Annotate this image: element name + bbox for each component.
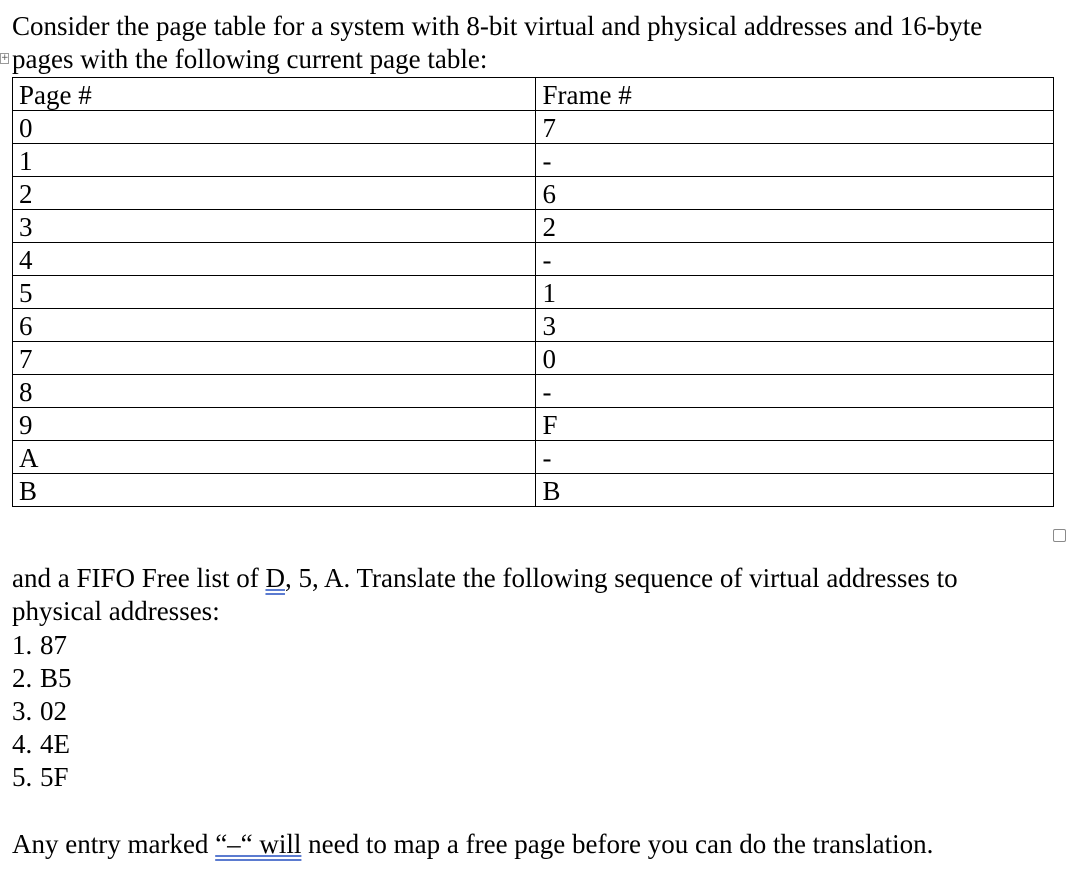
footer-prefix: Any entry marked <box>12 829 216 859</box>
page-table <box>12 77 1054 507</box>
list-item-number: 2. <box>12 663 33 693</box>
free-list-prefix: and a FIFO Free list of <box>12 563 266 593</box>
free-list-flagged-word: D <box>265 563 285 593</box>
footer-note <box>12 828 933 861</box>
frame-number-cell: 3 <box>536 309 1054 342</box>
list-item-number: 3. <box>12 696 33 726</box>
instruction-line-2: physical addresses: <box>12 596 220 626</box>
table-row <box>13 441 1054 474</box>
table-row <box>13 375 1054 408</box>
page-number-cell: 5 <box>13 276 536 309</box>
list-item <box>12 662 72 695</box>
frame-number-cell: F <box>536 408 1054 441</box>
page-number-cell: B <box>13 474 536 507</box>
page-number-cell: 8 <box>13 375 536 408</box>
page-number-cell: 1 <box>13 144 536 177</box>
page-number-cell: 0 <box>13 111 536 144</box>
list-item-number: 5. <box>12 762 33 792</box>
virtual-address: 4E <box>40 729 70 759</box>
page-number-cell: 2 <box>13 177 536 210</box>
virtual-address: B5 <box>40 663 72 693</box>
table-row <box>13 342 1054 375</box>
list-item-number: 1. <box>12 630 33 660</box>
table-row <box>13 474 1054 507</box>
frame-number-cell: - <box>536 441 1054 474</box>
frame-number-cell: - <box>536 144 1054 177</box>
table-row <box>13 210 1054 243</box>
page-number-cell: 4 <box>13 243 536 276</box>
list-item <box>12 761 72 794</box>
virtual-address: 5F <box>40 762 69 792</box>
table-row <box>13 111 1054 144</box>
frame-number-cell: 2 <box>536 210 1054 243</box>
table-row <box>13 276 1054 309</box>
table-resize-handle-icon[interactable] <box>1053 529 1066 542</box>
header-frame: Frame # <box>536 78 1054 111</box>
table-row <box>13 408 1054 441</box>
page-number-cell: 9 <box>13 408 536 441</box>
list-item <box>12 629 72 662</box>
table-row <box>13 309 1054 342</box>
page-number-cell: 7 <box>13 342 536 375</box>
list-item <box>12 695 72 728</box>
header-page: Page # <box>13 78 536 111</box>
page-number-cell: 6 <box>13 309 536 342</box>
frame-number-cell: 7 <box>536 111 1054 144</box>
intro-line-2: pages with the following current page table: <box>12 44 488 74</box>
frame-number-cell: 6 <box>536 177 1054 210</box>
table-row <box>13 177 1054 210</box>
footer-suffix: need to map a free page before you can do the translation. <box>301 829 934 859</box>
table-header-row <box>13 78 1054 111</box>
page-number-cell: 3 <box>13 210 536 243</box>
footer-flagged-text: “–“ will <box>215 829 302 859</box>
virtual-address: 02 <box>40 696 67 726</box>
frame-number-cell: - <box>536 375 1054 408</box>
page-number-cell: A <box>13 441 536 474</box>
list-item <box>12 728 72 761</box>
frame-number-cell: B <box>536 474 1054 507</box>
frame-number-cell: 0 <box>536 342 1054 375</box>
free-list-line <box>12 562 958 595</box>
table-move-handle-icon[interactable]: + <box>1 53 9 63</box>
virtual-address: 87 <box>40 630 67 660</box>
frame-number-cell: - <box>536 243 1054 276</box>
address-list <box>12 629 72 794</box>
intro-line-1: Consider the page table for a system with 8-bit virtual and physical addresses and 16-byte <box>12 11 983 41</box>
table-row <box>13 144 1054 177</box>
frame-number-cell: 1 <box>536 276 1054 309</box>
free-list-suffix: , 5, A. Translate the following sequence of virtual addresses to <box>284 563 958 593</box>
list-item-number: 4. <box>12 729 33 759</box>
table-row <box>13 243 1054 276</box>
